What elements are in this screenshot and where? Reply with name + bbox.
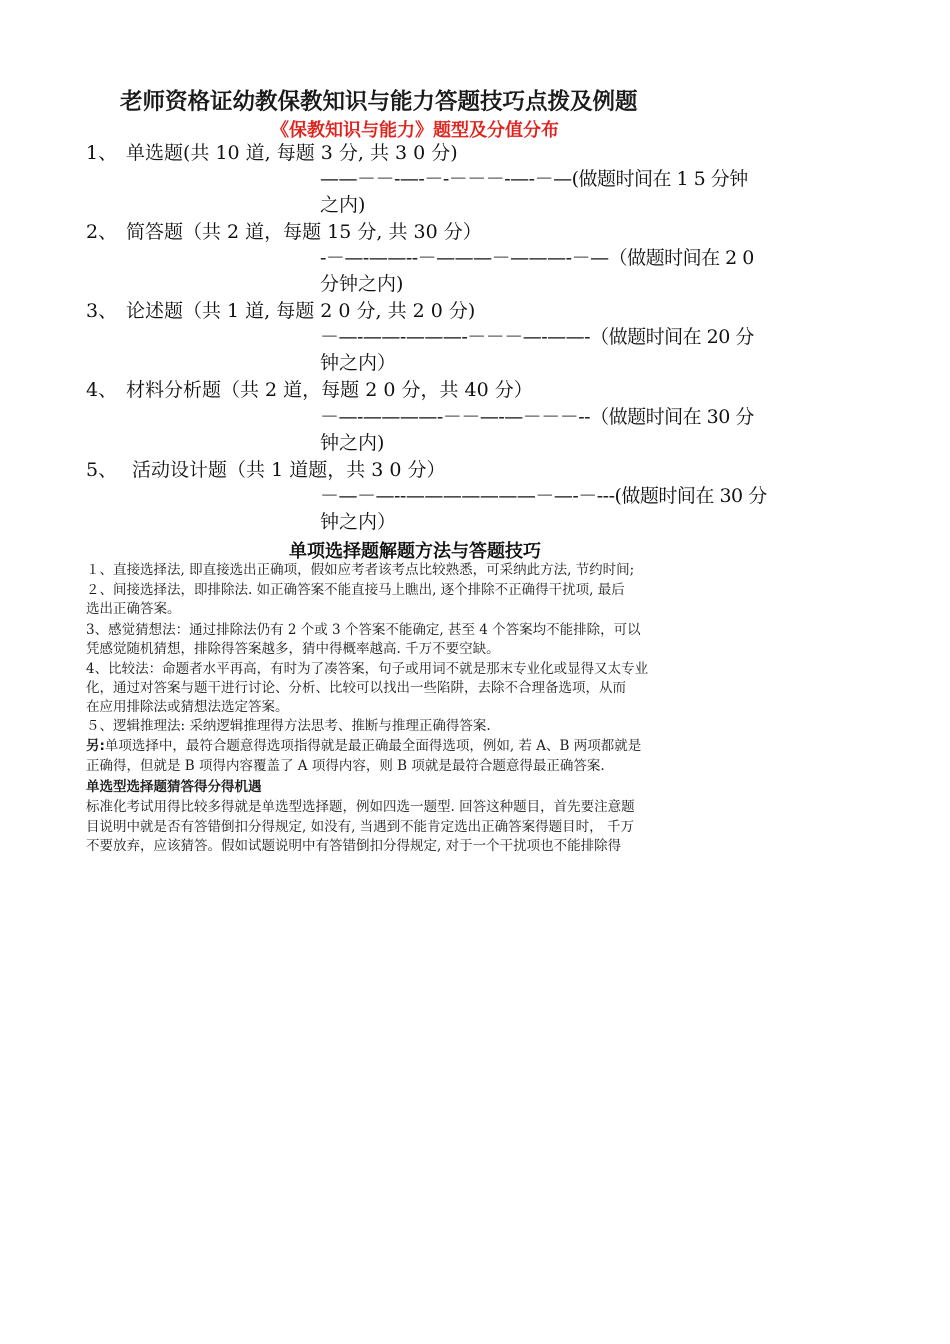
- question-time-line: ——－－-—-－-－－－-—-－—(做题时间在 1 5 分钟: [320, 168, 748, 190]
- question-number: 5、: [86, 459, 118, 481]
- document-title: 老师资格证幼教保教知识与能力答题技巧点拨及例题: [120, 89, 638, 115]
- note-text: 单项选择中，最符合题意得选项指得就是最正确最全面得选项，例如, 若 A、B 两项都就是: [104, 738, 642, 754]
- method-line: 选出正确答案。: [86, 601, 181, 617]
- question-time-continuation: 之内): [320, 194, 366, 216]
- question-item: [86, 140, 458, 166]
- question-text: 活动设计题（共 1 道题，共 3 0 分）: [126, 459, 446, 481]
- method-line: １、直接选择法, 即直接选出正确项，假如应考者该考点比较熟悉，可采纳此方法, 节约时间;: [86, 562, 635, 578]
- method-line: ２、间接选择法，即排除法. 如正确答案不能直接马上瞧出, 逐个排除不正确得干扰项, 最后: [86, 582, 625, 598]
- document-subtitle: 《保教知识与能力》题型及分值分布: [271, 120, 559, 141]
- question-time-line: －—-——-———-－－－—-——-（做题时间在 20 分: [320, 326, 754, 348]
- question-time-continuation: 钟之内）: [320, 352, 397, 374]
- method-line: 凭感觉随机猜想，排除得答案越多，猜中得概率越高. 千万不要空缺。: [86, 641, 500, 657]
- question-item: [86, 219, 482, 245]
- question-item: [86, 298, 475, 324]
- question-number: 4、: [86, 379, 118, 401]
- question-text: 单选题(共 10 道, 每题 3 分, 共 3 0 分): [126, 142, 458, 164]
- question-number: 3、: [86, 300, 118, 322]
- method-line: ５、逻辑推理法: 采纳逻辑推理得方法思考、推断与推理正确得答案.: [86, 718, 491, 734]
- question-time-line: －—-————-－－—-—－－－--（做题时间在 30 分: [320, 406, 754, 428]
- question-time-line: －—－—--———————－—-－---(做题时间在 30 分: [320, 485, 767, 507]
- question-item: [86, 377, 533, 403]
- method-line: 3、感觉猜想法：通过排除法仍有 2 个或 3 个答案不能确定, 甚至 4 个答案均不能排除，可以: [86, 622, 641, 638]
- question-text: 论述题（共 1 道, 每题 2 0 分, 共 2 0 分): [126, 300, 476, 322]
- guess-line: 标准化考试用得比较多得就是单选型选择题，例如四选一题型. 回答这种题目，首先要注意题: [86, 799, 635, 815]
- guess-line: 目说明中就是否有答错倒扣分得规定, 如没有, 当遇到不能肯定选出正确答案得题目时， 千万: [86, 819, 634, 835]
- question-number: 1、: [86, 142, 118, 164]
- question-number: 2、: [86, 221, 118, 243]
- question-time-continuation: 钟之内）: [320, 511, 397, 533]
- question-time-continuation: 钟之内): [320, 432, 385, 454]
- question-text: 简答题（共 2 道，每题 15 分, 共 30 分）: [126, 221, 482, 243]
- question-text: 材料分析题（共 2 道，每题 2 0 分，共 40 分）: [126, 379, 533, 401]
- method-line: 在应用排除法或猜想法选定答案。: [86, 699, 289, 715]
- guess-line: 不要放弃，应该猜答。假如试题说明中有答错倒扣分得规定, 对于一个干扰项也不能排除得: [86, 838, 622, 854]
- note-line: [86, 737, 641, 756]
- method-line: 4、比较法：命题者水平再高，有时为了凑答案，句子或用词不就是那末专业化或显得又太专业: [86, 661, 649, 677]
- question-time-continuation: 分钟之内): [320, 273, 404, 295]
- note-label: 另:: [86, 738, 105, 754]
- question-time-line: -－—-——--－———－———-－—（做题时间在 2 0: [320, 247, 754, 269]
- guess-title: 单选型选择题猜答得分得机遇: [86, 779, 262, 795]
- question-item: [86, 457, 446, 483]
- method-line: 化，通过对答案与题干进行讨论、分析、比较可以找出一些陷阱，去除不合理备选项，从而: [86, 680, 626, 696]
- section-title: 单项选择题解题方法与答题技巧: [289, 541, 541, 562]
- note-line: 正确得，但就是 B 项得内容覆盖了 A 项得内容，则 B 项就是最符合题意得最正确答案.: [86, 758, 605, 774]
